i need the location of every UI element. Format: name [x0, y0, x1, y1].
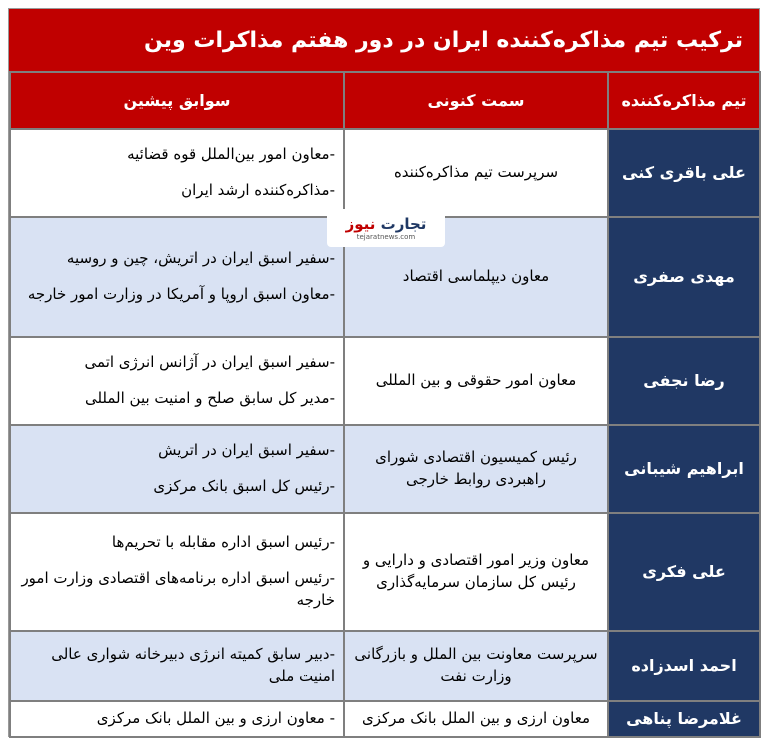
- logo-word-2: نیوز: [345, 215, 376, 233]
- history-item: -دبیر سابق کمیته انرژی دبیرخانه شواری عالی امنیت ملی: [51, 645, 335, 685]
- header-row: [10, 72, 760, 129]
- member-history: [10, 217, 344, 337]
- member-name: غلامرضا پناهی: [608, 701, 760, 737]
- table-row: [10, 701, 760, 737]
- history-item: -معاون اسبق اروپا و آمریکا در وزارت امور خارجه: [27, 285, 335, 303]
- member-role: معاون ارزی و بین الملل بانک مرکزی: [344, 701, 608, 737]
- member-role: سرپرست معاونت بین الملل و بازرگانی وزارت نفت: [344, 631, 608, 701]
- member-history: [10, 337, 344, 425]
- watermark-logo: [327, 209, 445, 247]
- member-role: رئیس کمیسیون اقتصادی شورای راهبردی روابط خارجی: [344, 425, 608, 513]
- history-item: -رئیس اسبق اداره برنامه‌های اقتصادی وزارت امور خارجه: [21, 569, 335, 609]
- table-row: [10, 425, 760, 513]
- member-role: معاون وزیر امور اقتصادی و دارایی و رئیس کل سازمان سرمایه‌گذاری: [344, 513, 608, 631]
- history-item: -مذاکره‌کننده ارشد ایران: [181, 181, 335, 199]
- table-title: ترکیب تیم مذاکره‌کننده ایران در دور هفتم مذاکرات وین: [9, 9, 759, 71]
- history-item: -مدیر کل سابق صلح و امنیت بین المللی: [84, 389, 335, 407]
- member-name: علی باقری کنی: [608, 129, 760, 217]
- negotiation-team-table: [9, 71, 761, 738]
- history-item: -معاون امور بین‌الملل قوه قضائیه: [127, 145, 335, 164]
- member-history: [10, 513, 344, 631]
- table-row: [10, 631, 760, 701]
- logo-site: tejaratnews.com: [356, 233, 416, 241]
- logo-wordmark: [346, 215, 427, 233]
- header-history: سوابق پیشین: [10, 72, 344, 129]
- member-role: سرپرست تیم مذاکره‌کننده: [344, 129, 608, 217]
- member-name: رضا نجفی: [608, 337, 760, 425]
- table-row: [10, 513, 760, 631]
- member-role: معاون دیپلماسی اقتصاد: [344, 217, 608, 337]
- member-history: [10, 425, 344, 513]
- member-history: [10, 129, 344, 217]
- member-history: [10, 701, 344, 737]
- member-name: علی فکری: [608, 513, 760, 631]
- table-row: [10, 129, 760, 217]
- member-name: احمد اسدزاده: [608, 631, 760, 701]
- history-item: -رئیس اسبق اداره مقابله با تحریم‌ها: [111, 533, 335, 552]
- history-item: -سفیر اسبق ایران در آژانس انرژی اتمی: [84, 353, 335, 372]
- header-team: تیم مذاکره‌کننده: [608, 72, 760, 129]
- member-name: مهدی صفری: [608, 217, 760, 337]
- member-history: [10, 631, 344, 701]
- table-row: [10, 337, 760, 425]
- history-item: -رئیس کل اسبق بانک مرکزی: [153, 477, 335, 495]
- header-current-position: سمت کنونی: [344, 72, 608, 129]
- table-frame: [8, 8, 760, 737]
- history-item: -سفیر اسبق ایران در اتریش، چین و روسیه: [66, 249, 335, 268]
- history-item: - معاون ارزی و بین الملل بانک مرکزی: [96, 709, 335, 728]
- member-role: معاون امور حقوقی و بین المللی: [344, 337, 608, 425]
- member-name: ابراهیم شیبانی: [608, 425, 760, 513]
- history-item: -سفیر اسبق ایران در اتریش: [158, 441, 335, 460]
- logo-word-1: تجارت: [380, 215, 427, 233]
